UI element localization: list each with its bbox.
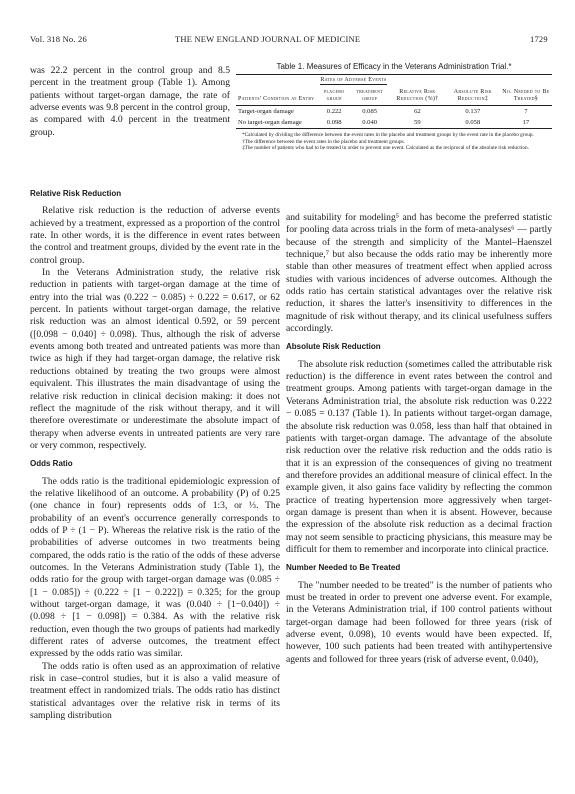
table-title: Table 1. Measures of Efficacy in the Veterans Administration Trial.* bbox=[276, 62, 512, 71]
heading-absolute-risk-reduction: Absolute Risk Reduction bbox=[286, 342, 381, 352]
cell-rrr: 59 bbox=[414, 119, 421, 126]
paragraph: was 22.2 percent in the control group and 8.5 percent in the treatment group (Table 1). Among patients without target-organ damage, the rate of adverse events was 9.8 percent in the control group, as compared with 4.0 percent in the treatment group. bbox=[30, 65, 230, 138]
running-header-page: 1729 bbox=[530, 34, 548, 44]
column-2-body bbox=[286, 212, 552, 666]
column-1-top bbox=[30, 65, 230, 139]
running-header-journal: THE NEW ENGLAND JOURNAL OF MEDICINE bbox=[175, 34, 361, 44]
paragraph: and suitability for modeling⁵ and has become the preferred statistic for pooling data across trials in the form of meta-analyses⁶ — partly because of the strength and simplicity of the Mantel–Haenszel technique,⁷ but also because the odds ratio may be inherently more stable than other measures of treatment effect when applied across studies with various incidences of adverse outcomes. Although the odds ratio has certain statistical advantages over the relative risk reduction, it shares the latter's insensitivity to differences in the magnitude of risk without therapy, and its clinical usefulness suffers accordingly. bbox=[286, 212, 552, 335]
header-arr: Absolute Risk Reduction‡ bbox=[453, 89, 492, 102]
footnote: ‡The number of patients who had to be treated in order to prevent one event. Calculated as the reciprocal of the absolute risk reduction. bbox=[242, 145, 529, 152]
paragraph: In the Veterans Administration study, the relative risk reduction in patients with target-organ damage at the time of entry into the trial was (0.222 − 0.085) ÷ 0.222 = 0.617, or 62 percent. In patients without target-organ damage, the relative risk reduction was an almost identical 0.592, or 59 percent ([0.098 − 0.040] ÷ 0.098). Thus, although the risk of adverse events among both treated and untreated patients was more than twice as high if they had target-organ damage, the relative risk reductions obtained by treating the two groups were almost equivalent. This illustrates the main disadvantage of using the relative risk reduction in clinical decision making: it does not reflect the magnitude of the risk without therapy, and it will therefore overestimate or underestimate the absolute impact of therapy when adverse events in untreated patients are very rare or very common, respectively. bbox=[30, 267, 280, 451]
cell-treatment: 0.085 bbox=[362, 108, 378, 115]
heading-relative-risk-reduction: Relative Risk Reduction bbox=[30, 189, 122, 198]
table-1 bbox=[236, 62, 552, 152]
running-header-volume: Vol. 318 No. 26 bbox=[30, 34, 87, 44]
paragraph: Relative risk reduction is the reduction of adverse events achieved by a treatment, expressed as a proportion of the control rate. In other words, it is the difference in event rates between the control and treatment groups, divided by the event rate in the control group. bbox=[30, 205, 280, 266]
footnote: *Calculated by dividing the difference between the event rates in the placebo and treatment groups by the event rate in the placebo group. bbox=[242, 132, 534, 138]
subheader-placebo: placebo group bbox=[324, 90, 345, 102]
paragraph: The "number needed to be treated" is the number of patients who must be treated in order to prevent one adverse event. For example, in the Veterans Administration trial, if 100 control patients without target-organ damage had been followed for three years (risk of adverse event, 0.098), 10 events would have been expected. If, however, 100 such patients had been treated with antihypertensive agents and followed for three years (risk of adverse event, 0.040), bbox=[286, 579, 552, 665]
cell-rrr: 62 bbox=[414, 108, 421, 115]
heading-number-needed-to-treat: Number Needed to Be Treated bbox=[286, 563, 401, 573]
subheader-treatment: treatment group bbox=[356, 90, 383, 102]
row-label: No target-organ damage bbox=[238, 119, 302, 126]
footnote: †The difference between the event rates in the placebo and treatment groups. bbox=[242, 138, 405, 145]
cell-placebo: 0.098 bbox=[326, 119, 342, 126]
cell-placebo: 0.222 bbox=[326, 108, 342, 115]
table-row bbox=[236, 106, 552, 118]
paragraph: The odds ratio is the traditional epidemiologic expression of the relative likelihood of an outcome. A probability (P) of 0.25 (one chance in four) represents odds of 1:3, or ⅓. The probability of an event's occurrence generally corresponds to odds of P ÷ (1 − P). Whereas the relative risk is the ratio of the probabilities of adverse outcomes in two treatments being compared, the odds ratio is the ratio of the odds of these adverse outcomes. In the Veterans Administration study (Table 1), the odds ratio for the group with target-organ damage was (0.085 ÷ [1 − 0.085]) ÷ (0.222 ÷ [1 − 0.222]) = 0.325; for the group without target-organ damage, it was (0.040 ÷ [1−0.040]) ÷ (0.098 ÷ [1 − 0.098]) = 0.384. As with the relative risk reduction, even though the two groups of patients had markedly different rates of adverse outcomes, the treatment effect expressed by the odds ratio was similar. bbox=[30, 475, 280, 660]
cell-nnt: 7 bbox=[524, 108, 528, 115]
row-label: Target-organ damage bbox=[238, 108, 294, 115]
header-rrr: Relative Risk Reduction (%)† bbox=[396, 89, 439, 102]
paragraph: The odds ratio is often used as an approximation of relative risk in case–control studies, but it is also a valid measure of treatment effect in randomized trials. The odds ratio has distinct statistical advantages over the relative risk in terms of its sampling distribution bbox=[30, 660, 280, 722]
column-1-body bbox=[30, 182, 280, 722]
header-rates: Rates of Adverse Events bbox=[320, 77, 387, 83]
cell-nnt: 17 bbox=[522, 119, 530, 126]
header-nnt: No. Needed to Be Treated§ bbox=[502, 89, 550, 102]
cell-treatment: 0.040 bbox=[362, 119, 378, 126]
table-row bbox=[236, 117, 552, 129]
cell-arr: 0.058 bbox=[465, 119, 481, 126]
header-condition: Patients' Condition at Entry bbox=[238, 96, 315, 102]
cell-arr: 0.137 bbox=[465, 108, 481, 115]
heading-odds-ratio: Odds Ratio bbox=[30, 459, 73, 469]
paragraph: The absolute risk reduction (sometimes called the attributable risk reduction) is the difference in event rates between the control and treatment groups. Among patients with target-organ damage in the Veterans Administration trial, the absolute risk reduction was 0.222 − 0.085 = 0.137 (Table 1). In patients without target-organ damage, the absolute risk reduction was 0.058, less than half that obtained in patients with target-organ damage. The advantage of the absolute risk reduction over the relative risk reduction and the odds ratio is that it is an expression of the consequences of giving no treatment and therefore provides an additional measure of clinical effect. In the example given, it also gains face validity by reflecting the common practice of treating hypertension more aggressively when target-organ damage is present than when it is absent. However, because the expression of the absolute risk reduction as a decimal fraction may not seem sensible to practicing physicians, this measure may be difficult for them to remember and incorporate into clinical practice. bbox=[286, 358, 552, 555]
table-1-grid bbox=[236, 75, 552, 129]
table-footnotes bbox=[236, 132, 552, 152]
